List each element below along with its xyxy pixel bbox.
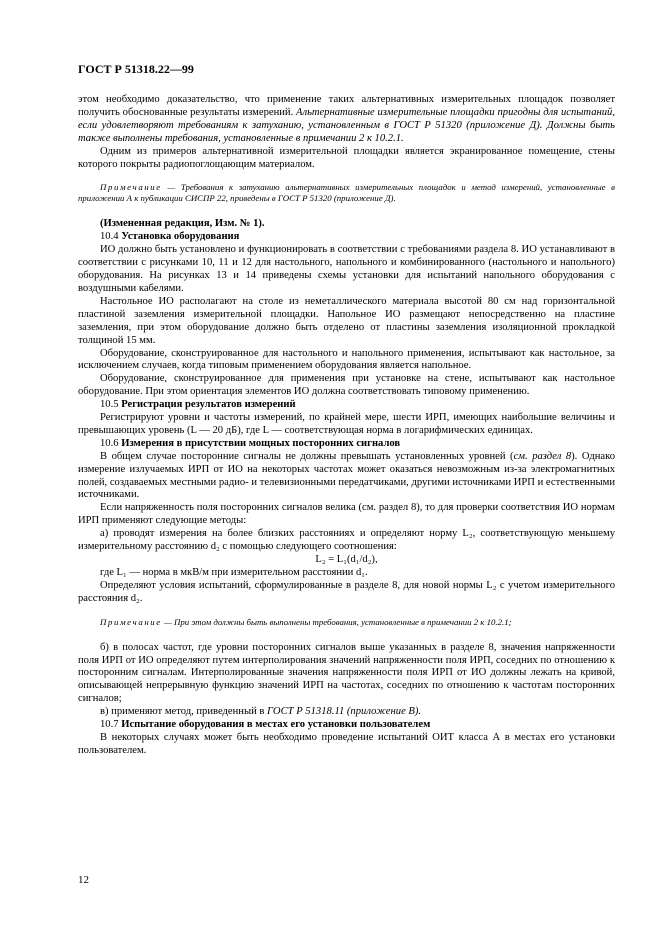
formula: L₂ = L₁(d₁/d₂), xyxy=(315,554,378,565)
section-title: Испытание оборудования в местах его установки пользователем xyxy=(121,719,431,731)
section-number: 10.7 xyxy=(100,719,119,731)
paragraph: Определяют условия испытаний, сформулированные в разделе 8, для новой нормы L₂ с учетом измерительного расстояния d₂. xyxy=(78,579,615,604)
list-item: б) в полосах частот, где уровни посторонних сигналов выше указанных в разделе 8, значения напряженности поля ИРП от ИО определяют путем интерполирования значений напряженности поля ИРП, соседних по отношению к посторонним сигналам. Интерполированные значения напряженности поля ИРП от ИО должны лежать на кривой, описывающей непрерывную функцию значений ИРП на частотах, соседних по отношению к частотам посторонних сигналов; xyxy=(78,641,615,705)
note xyxy=(78,182,615,204)
paragraph: Если напряженность поля посторонних сигналов велика (см. раздел 8), то для проверки соответствия ИО нормам ИРП применяют следующие методы: xyxy=(78,502,615,527)
note-label: Примечание xyxy=(100,616,162,627)
page-number: 12 xyxy=(78,874,89,886)
paragraph: Регистрируют уровни и частоты измерений, по крайней мере, шести ИРП, имеющих наибольшие величины и превышающих уровень (L — 20 дБ), где L — соответствующая норма в логарифмических единицах. xyxy=(78,412,615,436)
note xyxy=(78,617,615,628)
section-number: 10.5 xyxy=(100,399,119,411)
paragraph-italic-text: ГОСТ Р 51318.11 (приложение В). xyxy=(267,706,422,718)
list-item xyxy=(78,706,615,719)
paragraph xyxy=(78,451,615,503)
paragraph-italic-text: см. раздел 8 xyxy=(513,450,572,462)
paragraph: Оборудование, сконструированное для применения при установке на стене, испытывают как настольное оборудование. При этом ориентация элементов ИО должна соответствовать типовому применению. xyxy=(78,373,615,398)
section-heading xyxy=(78,231,615,244)
document-body xyxy=(78,94,615,758)
paragraph-text: этом необходимо доказательство, что применение таких альтернативных измерительных площадок позволяет получить обоснованные результаты измерений. xyxy=(78,94,615,118)
amendment-note: (Измененная редакция, Изм. № 1). xyxy=(100,218,265,230)
section-title: Измерения в присутствии мощных посторонних сигналов xyxy=(121,437,401,449)
paragraph: Одним из примеров альтернативной измерительной площадки является экранированное помещение, стены которого покрыты радиопоглощающим материалом. xyxy=(78,145,615,170)
section-heading xyxy=(78,438,615,451)
section-title: Установка оборудования xyxy=(121,231,240,243)
list-item: а) проводят измерения на более близких расстояниях и определяют норму L₂, соответствующую меньшему измерительному расстоянию d₂ с помощью следующего соотношения: xyxy=(78,528,615,553)
paragraph xyxy=(78,94,615,146)
formula-legend: где L₁ — норма в мкВ/м при измерительном расстоянии d₁. xyxy=(100,566,368,578)
note-label: Примечание xyxy=(100,182,162,193)
paragraph-text: в) применяют метод, приведенный в xyxy=(100,706,268,718)
paragraph: В некоторых случаях может быть необходимо проведение испытаний ОИТ класса А в местах его установки пользователем. xyxy=(78,731,615,756)
note-text: — При этом должны быть выполнены требования, установленные в примечании 2 к 10.2.1; xyxy=(161,616,512,627)
section-heading xyxy=(78,719,615,732)
paragraph-text: ). Однако измерение излучаемых ИРП от ИО на некоторых частотах может оказаться невозможным из-за электромагнитных полей, создаваемых местными радио- и телевизионными передатчиками, другими источниками ИРП и естественными источниками. xyxy=(78,450,615,501)
section-number: 10.6 xyxy=(100,437,119,449)
note-text: — Требования к затуханию альтернативных измерительных площадок и метод измерений, установленные в приложении А к публикации СИСПР 22, приведены в ГОСТ Р 51320 (приложение Д). xyxy=(78,182,615,204)
page-header: ГОСТ Р 51318.22—99 xyxy=(78,62,194,76)
section-heading xyxy=(78,399,615,412)
paragraph: Оборудование, сконструированное для настольного и напольного применения, испытывают как настольное, за исключением случаев, когда типовым применением оборудования является напольное. xyxy=(78,347,615,372)
paragraph: Настольное ИО располагают на столе из неметаллического материала высотой 80 см над горизонтальной пластиной заземления измерительной площадки. Напольное ИО размещают непосредственно на пластине заземления, при этом оборудование должно быть отделено от пластины заземления изоляционной прокладкой толщиной 15 мм. xyxy=(78,295,615,346)
section-number: 10.4 xyxy=(100,231,119,243)
paragraph-italic-text: Альтернативные измерительные площадки пригодны для испытаний, если удовлетворяют требованиям к затуханию, установленным в ГОСТ Р 51320 (приложение Д). Должны быть также выполнены требования, установленные в примечании 2 к 10.2.1. xyxy=(78,106,615,144)
paragraph-text: В общем случае посторонние сигналы не должны превышать установленных уровней ( xyxy=(100,450,514,462)
section-title: Регистрация результатов измерений xyxy=(121,399,296,411)
paragraph: ИО должно быть установлено и функционировать в соответствии с требованиями раздела 8. ИО устанавливают в соответствии с рисунками 10, 11 и 12 для настольного, напольного и комбинированного (настольного и напольного) оборудования. На рисунках 13 и 14 приведены схемы установки для испытаний напольного оборудования с воздушными кабелями. xyxy=(78,244,615,294)
